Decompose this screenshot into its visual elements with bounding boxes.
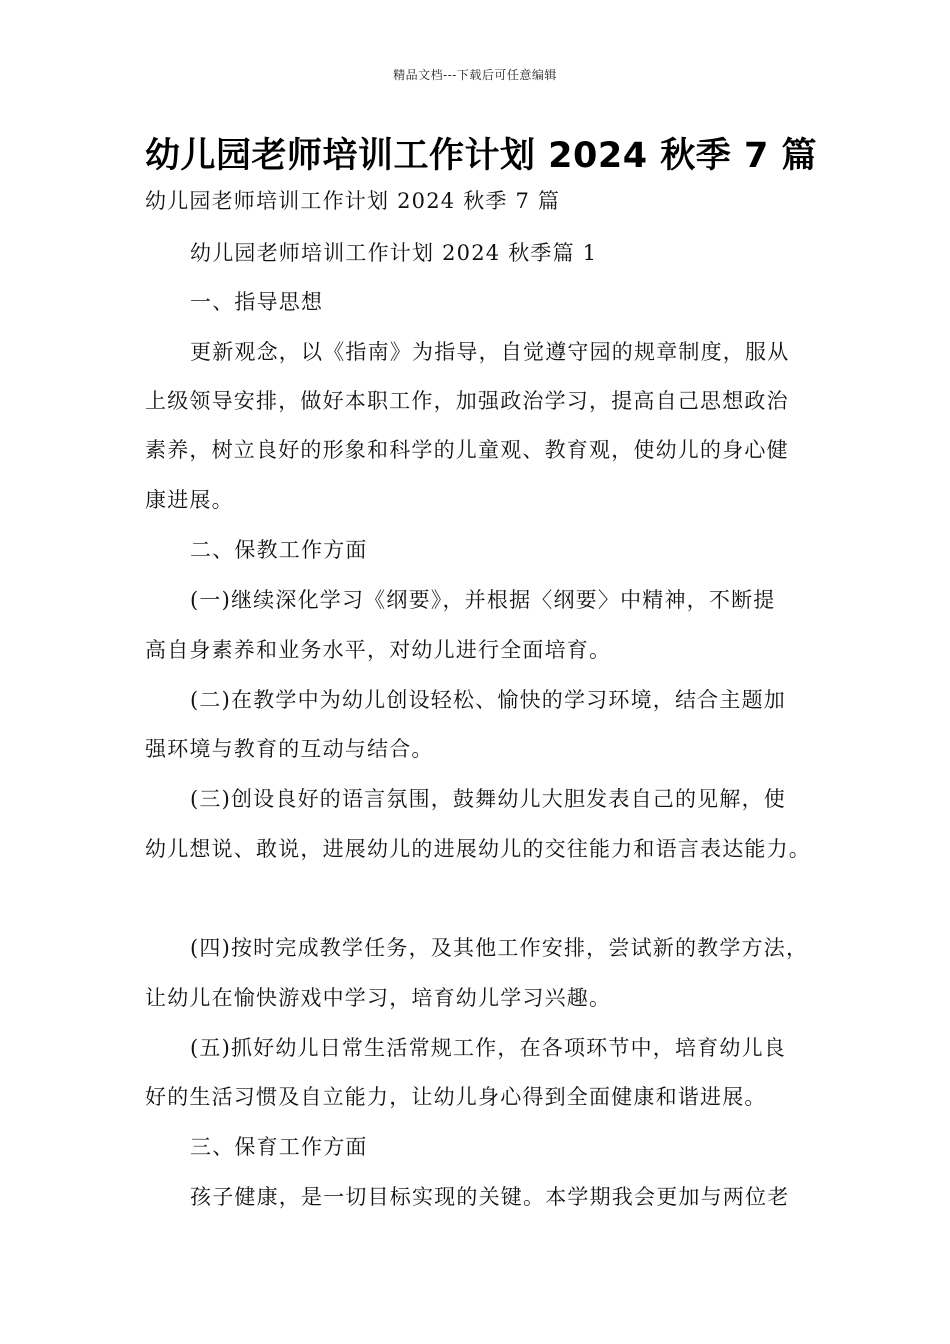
paragraph-line: (二)在教学中为幼儿创设轻松、愉快的学习环境，结合主题加 [190,688,786,712]
document-title: 幼儿园老师培训工作计划 2024 秋季 7 篇 [145,136,818,176]
paragraph-line: 孩子健康，是一切目标实现的关键。本学期我会更加与两位老 [190,1185,790,1209]
paragraph-line: 素养，树立良好的形象和科学的儿童观、教育观，使幼儿的身心健 [145,438,789,462]
paragraph-line: (一)继续深化学习《纲要》，并根据〈纲要〉中精神，不断提 [190,588,776,612]
paragraph-line: 幼儿想说、敢说，进展幼儿的进展幼儿的交往能力和语言表达能力。 [145,837,811,861]
section-heading: 幼儿园老师培训工作计划 2024 秋季篇 1 [190,241,598,265]
paragraph-line: (三)创设良好的语言氛围，鼓舞幼儿大胆发表自己的见解，使 [190,787,786,811]
subtitle-line: 幼儿园老师培训工作计划 2024 秋季 7 篇 [145,189,561,213]
paragraph-line: 康进展。 [145,488,234,512]
paragraph-line: 高自身素养和业务水平，对幼儿进行全面培育。 [145,638,612,662]
paragraph-line: 更新观念，以《指南》为指导，自觉遵守园的规章制度，服从 [190,340,790,364]
section-heading: 二、保教工作方面 [190,538,368,562]
paragraph-line: (四)按时完成教学任务，及其他工作安排，尝试新的教学方法， [190,936,809,960]
section-heading: 一、指导思想 [190,290,324,314]
section-heading: 三、保育工作方面 [190,1135,368,1159]
header-note: 精品文档---下载后可任意编辑 [393,68,557,82]
paragraph-line: 强环境与教育的互动与结合。 [145,737,434,761]
paragraph-line: 上级领导安排，做好本职工作，加强政治学习，提高自己思想政治 [145,389,789,413]
paragraph-line: 让幼儿在愉快游戏中学习，培育幼儿学习兴趣。 [145,986,612,1010]
paragraph-line: (五)抓好幼儿日常生活常规工作，在各项环节中，培育幼儿良 [190,1036,786,1060]
paragraph-line: 好的生活习惯及自立能力，让幼儿身心得到全面健康和谐进展。 [145,1085,767,1109]
